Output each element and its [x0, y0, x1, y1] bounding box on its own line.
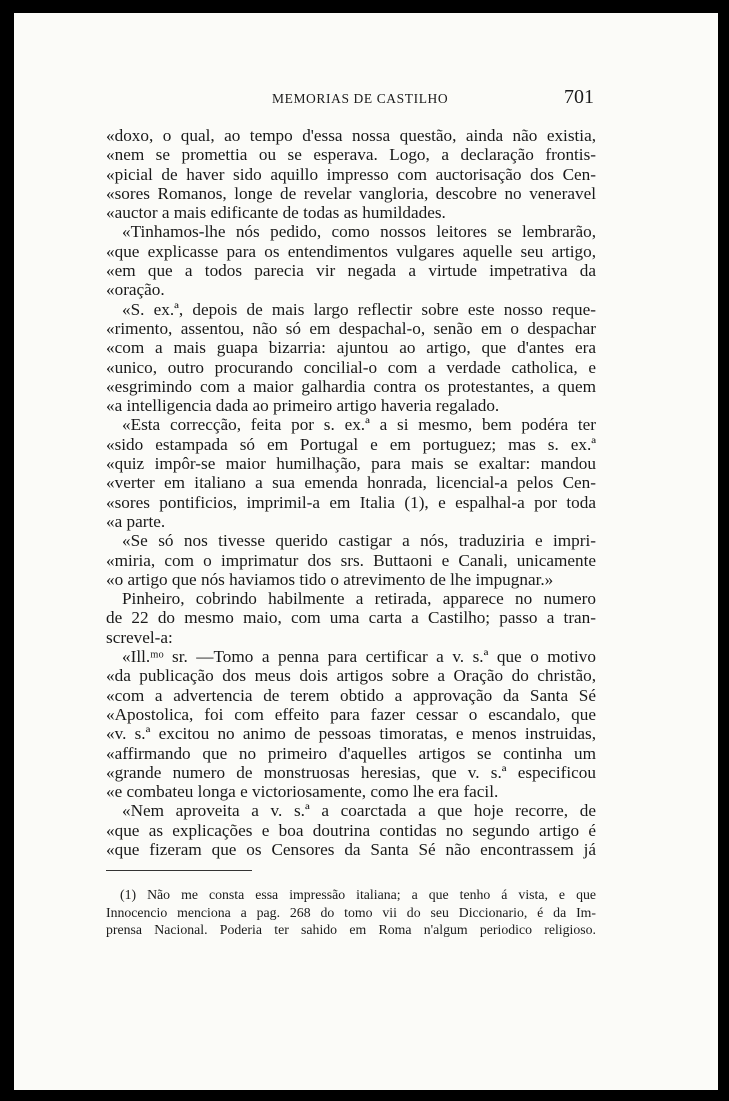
- text-line: «em que a todos parecia vir negada a virtude impetrativa da: [106, 261, 596, 281]
- page-header: [106, 86, 594, 113]
- text-line: «quiz impôr-se maior humilhação, para mais se exaltar: mandou: [106, 454, 596, 474]
- book-page: [14, 13, 718, 1090]
- text-line: «verter em italiano a sua emenda honrada, licencial-a pelos Cen-: [106, 473, 596, 493]
- text-line: de 22 do mesmo maio, com uma carta a Castilho; passo a tran-: [106, 608, 596, 628]
- text-line: «oração.: [106, 280, 165, 300]
- footnote-line: prensa Nacional. Poderia ter sahido em Roma n'algum periodico religioso.: [106, 922, 596, 937]
- text-line: «com a mais guapa bizarria: ajuntou ao artigo, que d'antes era: [106, 338, 596, 358]
- text-line: «sores Romanos, longe de revelar vangloria, descobre no veneravel: [106, 183, 596, 203]
- text-line: «picial de haver sido aquillo impresso com auctorisação dos Cen-: [106, 164, 596, 184]
- text-line: «S. ex.ª, depois de mais largo reflectir sobre este nosso reque-: [122, 299, 596, 319]
- running-title: MEMORIAS DE CASTILHO: [272, 91, 449, 106]
- text-line: «Tinhamos-lhe nós pedido, como nossos leitores se lembrarão,: [122, 222, 596, 242]
- text-line: «Apostolica, foi com effeito para fazer cessar o escandalo, que: [106, 704, 596, 724]
- text-line: «que fizeram que os Censores da Santa Sé não encontrassem já: [106, 839, 596, 859]
- footnote-line: Innocencio menciona a pag. 268 do tomo vii do seu Diccionario, é da Im-: [106, 904, 596, 920]
- text-line: Pinheiro, cobrindo habilmente a retirada, apparece no numero: [122, 589, 596, 609]
- text-line: «v. s.ª excitou no animo de pessoas timoratas, e menos instruidas,: [106, 724, 596, 744]
- text-line: «sido estampada só em Portugal e em portuguez; mas s. ex.ª: [106, 434, 596, 454]
- text-line: «a intelligencia dada ao primeiro artigo haveria regalado.: [106, 396, 500, 416]
- page-number: 701: [564, 86, 594, 108]
- footnote: [106, 886, 596, 939]
- text-line: «e combateu longa e victoriosamente, como lhe era facil.: [106, 782, 499, 802]
- text-line: screvel-a:: [106, 627, 173, 647]
- text-line: «doxo, o qual, ao tempo d'essa nossa questão, ainda não existia,: [106, 126, 596, 145]
- footnote-rule: [106, 870, 252, 871]
- text-line: «Nem aproveita a v. s.ª a coarctada a que hoje recorre, de: [122, 801, 596, 821]
- text-line: «rimento, assentou, não só em despachal-o, senão em o despachar: [106, 318, 596, 338]
- text-line: «Se só nos tivesse querido castigar a nós, traduziria e impri-: [122, 531, 596, 551]
- text-line: «nem se promettia ou se esperava. Logo, a declaração frontis-: [106, 145, 596, 165]
- text-line: «sores pontificios, imprimil-a em Italia (1), e espalhal-a por toda: [106, 492, 596, 512]
- text-line: «que explicasse para os entendimentos vulgares aquelle seu artigo,: [106, 241, 596, 261]
- text-line: «affirmando que no primeiro d'aquelles artigos se continha um: [106, 743, 596, 763]
- text-line: «a parte.: [106, 511, 166, 531]
- footnote-line: (1) Não me consta essa impressão italiana; a que tenho á vista, e que: [120, 887, 596, 902]
- body-text: [106, 126, 596, 859]
- text-line: «auctor a mais edificante de todas as humildades.: [106, 203, 446, 223]
- text-line: «que as explicações e boa doutrina contidas no segundo artigo é: [106, 820, 596, 840]
- text-line: «grande numero de monstruosas heresias, que v. s.ª especificou: [106, 762, 596, 782]
- text-line: «Ill.ᵐᵒ sr. —Tomo a penna para certificar a v. s.ª que o motivo: [122, 647, 596, 667]
- text-line: «unico, outro procurando concilial-o com a verdade catholica, e: [106, 357, 596, 377]
- text-line: «com a advertencia de terem obtido a approvação da Santa Sé: [106, 685, 596, 705]
- text-line: «esgrimindo com a maior galhardia contra os protestantes, a quem: [106, 376, 596, 396]
- text-line: «Esta correcção, feita por s. ex.ª a si mesmo, bem podéra ter: [122, 415, 596, 435]
- text-line: «o artigo que nós haviamos tido o atrevimento de lhe impugnar.»: [106, 569, 554, 589]
- text-line: «da publicação dos meus dois artigos sobre a Oração do christão,: [106, 666, 596, 686]
- text-line: «miria, com o imprimatur dos srs. Buttaoni e Canali, unicamente: [106, 550, 596, 570]
